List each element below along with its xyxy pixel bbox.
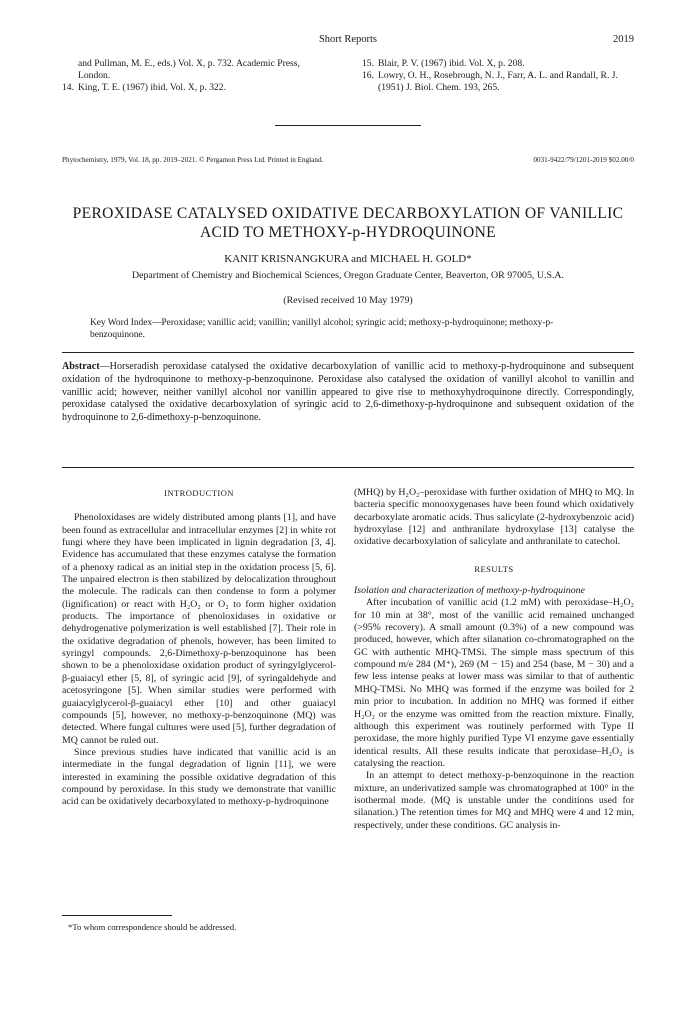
section-divider [275,125,421,126]
references-right-column [362,58,634,94]
introduction-heading: INTRODUCTION [164,488,234,498]
reference-number: 14. [62,82,74,93]
article-title: PEROXIDASE CATALYSED OXIDATIVE DECARBOXYLATION OF VANILLIC ACID TO METHOXY-p-HYDROQUINONE [72,205,624,241]
reference-item [362,70,634,94]
running-header [62,34,634,45]
author-affiliation: Department of Chemistry and Biochemical Sciences, Oregon Graduate Center, Beaverton, OR 97005, U.S.A. [131,270,565,281]
keyword-list: —Peroxidase; vanillic acid; vanillin; vanillyl alcohol; syringic acid; methoxy-p-hydroquinone; methoxy-p-benzoquinone. [90,318,554,340]
abstract-bottom-rule [62,467,634,468]
introduction-paragraph-continued: (MHQ) by H₂O₂–peroxidase with further oxidation of MHQ to MQ. In bacteria specific monooxygenases have been found which oxidatively decarboxylate aromatic acids. Thus salicylate (2-hydroxybenzoic acid) hydroxylase [12] and anthranilate hydroxylase [13] catalyse the oxidative decarboxylation of salicylate and anthranilate to catechol. [354,487,634,548]
reference-item [362,58,634,70]
body-right-column [354,487,634,832]
article-authors: KANIT KRISNANGKURA and MICHAEL H. GOLD* [224,253,472,265]
reference-item [62,82,334,94]
results-subheading: Isolation and characterization of methoxy-p-hydroquinone [354,585,585,597]
footnote: *To whom correspondence should be addressed. [68,922,237,932]
abstract-text: —Horseradish peroxidase catalysed the oxidative decarboxylation of vanillic acid to methoxy-p-hydroquinone and subsequent oxidation of the hydroquinone to methoxy-p-benzoquinone. Peroxidase also catalysed the oxidation of vanillyl alcohol to vanillin and vanillic acid; however, neither vanillyl alcohol nor vanillin appeared to give rise to methoxyhydroquinone directly. Correspondingly, peroxidase catalysed the oxidative decarboxylation of syringic acid to 2,6-dimethoxy-p-hydroquinone and subsequent oxidation of the hydroquinone to 2,6-dimethoxy-p-benzoquinone. [62,361,634,424]
reference-text: King, T. E. (1967) ibid. Vol. X, p. 322. [78,82,226,93]
abstract-label: Abstract [62,361,100,372]
reference-item [62,58,334,82]
footnote-rule [62,915,172,916]
reference-number: 16. [362,70,374,81]
running-head-title: Short Reports [318,34,378,45]
reference-number [62,58,78,82]
citation-line [62,156,634,164]
introduction-paragraph: Phenoloxidases are widely distributed among plants [1], and have been found as extracellular and intracellular enzymes [2] in white rot fungi where they have been implicated in lignin degradation [3, 4]. Evidence has accumulated that these enzymes catalyse the formation of a phenoxy radical as an initial step in the oxidation process [5, 6]. The unpaired electron is then stabilized by delocalization throughout the molecule. The radicals can then condense to form a polymer (lignification) or react with H₂O₂ or O₂ to form higher oxidation products. The importance of phenoloxidases in oxidative or dehydrogenative polymerization is well established [7]. Their role in the oxidative degradation of phenols, however, has been limited to syringyl compounds. 2,6-Dimethoxy-p-benzoquinone has been shown to be a phenoloxidase oxidation product of syringylglycerol-β-guaiacyl ether [5, 8], of syringic acid [9], of syringaldehyde and acetosyringone [5]. When similar studies were performed with guaiacylglycerol-β-guaiacyl ether [10] and other guaiacyl compounds [5], however, no methoxy-p-benzoquinone (MQ) was detected. Where fungal cultures were used [5], further degradation of MQ cannot be ruled out. [62,512,336,746]
reference-text: Lowry, O. H., Rosebrough, N. J., Farr, A. L. and Randall, R. J. (1951) J. Biol. Chem. 193, 265. [378,70,618,93]
results-heading: RESULTS [474,563,514,574]
abstract [62,361,634,425]
article-code: 0031-9422/79/1201-2019 $02.00/0 [533,156,634,164]
revision-date: (Revised received 10 May 1979) [283,295,413,306]
references-left-column [62,58,334,94]
introduction-paragraph: Since previous studies have indicated that vanillic acid is an intermediate in the fungal degradation of lignin [11], we were interested in examining the possible oxidative degradation of this compound by peroxidase. In this study we demonstrate that vanillic acid can be oxidatively decarboxylated to methoxy-p-hydroquinone [62,746,336,808]
reference-text: Blair, P. V. (1967) ibid. Vol. X, p. 208. [378,58,525,69]
keyword-index [90,317,602,341]
page-number: 2019 [613,34,634,45]
results-paragraph: In an attempt to detect methoxy-p-benzoquinone in the reaction mixture, an underivatized sample was chromatographed at 100° in the isothermal mode. (MQ is unstable under the conditions used for silanation.) The retention times for MQ and MHQ were 4 and 12 min, respectively, under these conditions. GC analysis in- [354,770,634,831]
reference-list-continued [62,58,634,94]
abstract-top-rule [62,352,634,353]
reference-text: and Pullman, M. E., eds.) Vol. X, p. 732. Academic Press, London. [78,58,300,81]
reference-number: 15. [362,58,374,69]
journal-citation: Phytochemistry, 1979, Vol. 18, pp. 2019–2021. © Pergamon Press Ltd. Printed in England. [62,156,324,164]
results-paragraph: After incubation of vanillic acid (1.2 mM) with peroxidase–H₂O₂ for 10 min at 38°, most of the vanillic acid remained unchanged (>95% recovery). A small amount (0.3%) of a new compound was produced, however, which after silanation co-chromatographed on the GC with authentic MHQ-TMSi. The simple mass spectrum of this compound m/e 284 (M⁺), 269 (M − 15) and 254 (base, M − 30) and a few less intense peaks at lower mass was similar to that of authentic MHQ-TMSi. No MHQ was formed if the enzyme was boiled for 2 min prior to incubation. In addition no MHQ was formed if either H₂O₂ or the enzyme was omitted from the reaction mixture. Finally, although this experiment was routinely performed with Type II peroxidase, the more highly purified Type VI enzyme gave essentially identical results. All these results indicate that peroxidase–H₂O₂ is catalysing the reaction. [354,597,634,769]
keyword-label: Key Word Index [90,318,153,328]
body-left-column [62,487,336,809]
